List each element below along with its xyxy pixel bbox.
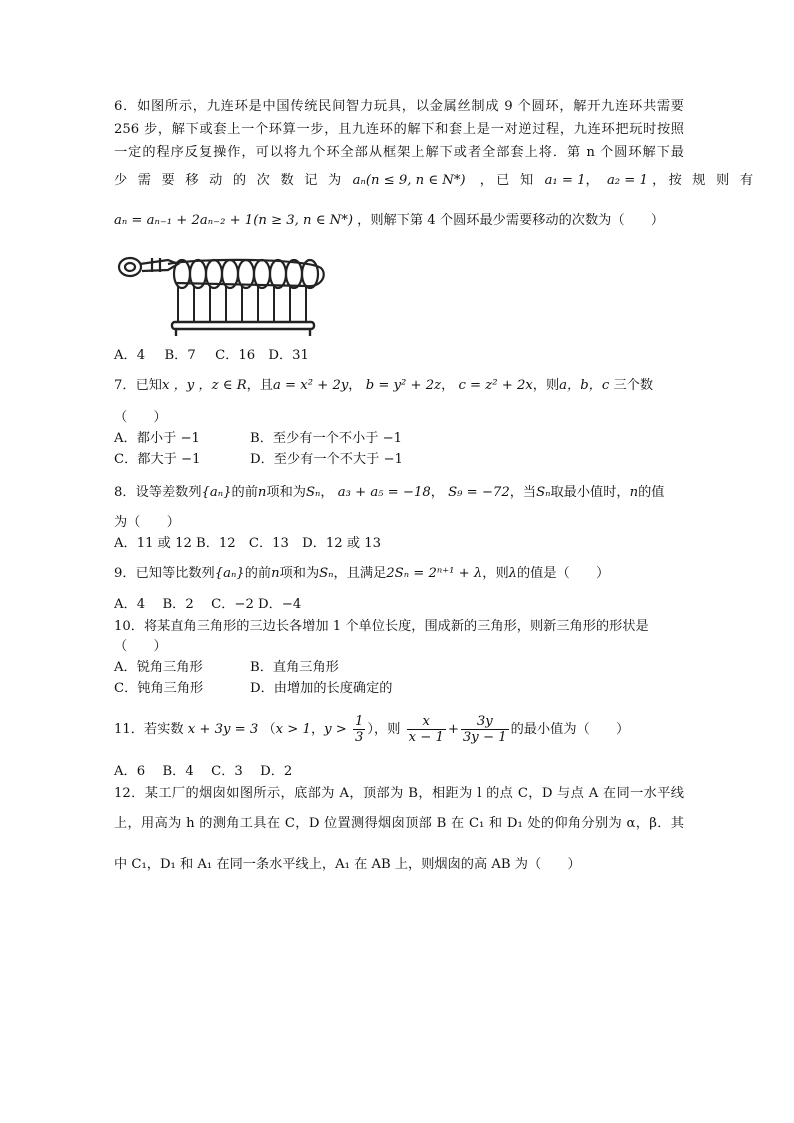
q8-eq2: S₉ = −72 bbox=[448, 485, 510, 500]
q7-line2: （ ） bbox=[114, 410, 167, 425]
q6-line5 bbox=[114, 212, 664, 230]
q11-frac-one-third bbox=[353, 714, 365, 745]
q6-line5-text: ，则解下第 4 个圆环最少需要移动的次数为（ ） bbox=[357, 213, 665, 228]
q11-frac-x bbox=[407, 714, 446, 745]
q9-seq: {aₙ} bbox=[214, 566, 245, 581]
q6-line3: 一定的程序反复操作，可以将九个环全部从框架上解下或者全部套上将．第 n 个圆环解下最 bbox=[114, 145, 684, 160]
q7-vars: x ，y ，z ∈ R bbox=[161, 378, 247, 393]
q11-frac3-num: 3y bbox=[461, 714, 509, 730]
q9-value: 的值是（ ） bbox=[517, 566, 610, 581]
q9-lambda: λ bbox=[508, 566, 517, 581]
q7-opt-d: D．至少有一个不大于 −1 bbox=[250, 452, 403, 467]
q8-prefix: 8．设等差数列 bbox=[114, 485, 202, 500]
q7-opt-b: B．至少有一个不小于 −1 bbox=[250, 431, 403, 446]
q11-options: A．6 B．4 C．3 D．2 bbox=[114, 764, 293, 779]
q10-line1: 10．将某直角三角形的三边长各增加 1 个单位长度，围成新的三角形，则新三角形的形状是 bbox=[114, 619, 649, 634]
q6-line4-tail: ，按 规 则 有 bbox=[652, 173, 757, 188]
q8-line2: 为（ ） bbox=[114, 515, 180, 530]
q9-line1 bbox=[114, 565, 609, 583]
q7-abc: a，b，c bbox=[559, 378, 610, 393]
q7-eq-c: c = z² + 2x bbox=[458, 378, 533, 393]
q11-condition: x + 3y = 3 bbox=[187, 722, 259, 737]
q9-prefix: 9．已知等比数列 bbox=[114, 566, 215, 581]
q8-seq: {aₙ} bbox=[201, 485, 232, 500]
q11-plus: + bbox=[447, 722, 459, 737]
q8-sum-of: 项和为 bbox=[266, 485, 306, 500]
q12-line1: 12．某工厂的烟囱如图所示，底部为 A，顶部为 B，相距为 l 的点 C，D 与点 A 在同一水平线 bbox=[114, 786, 684, 801]
q7-three-numbers: 三个数 bbox=[609, 378, 654, 393]
q7-eq-b: b = y² + 2z bbox=[365, 378, 442, 393]
q9-satisfy: ，且满足 bbox=[333, 566, 387, 581]
q8-value: 的值 bbox=[638, 485, 665, 500]
q11-paren-open: （ bbox=[262, 722, 276, 737]
q11-frac-3y bbox=[461, 714, 509, 745]
q6-line4: 少 需 要 移 动 的 次 数 记 为 aₙ(n ≤ 9, n ∈ N*) ，已 知 a₁ = 1， a₂ = 1 ，按 规 则 有 bbox=[114, 173, 757, 188]
q9-eq: 2Sₙ = 2ⁿ⁺¹ + λ bbox=[386, 566, 483, 581]
q8-min: 取最小值时， bbox=[550, 485, 630, 500]
q7-opt-c: C．都大于 −1 bbox=[114, 452, 201, 467]
q6-line2: 256 步，解下或套上一个环算一步，且九连环的解下和套上是一对逆过程，九连环把玩时按照 bbox=[114, 122, 684, 137]
q6-line4-a1: a₁ = 1 bbox=[544, 173, 586, 188]
q7-opt-a: A．都小于 −1 bbox=[114, 431, 200, 446]
q6-options: A．4 B．7 C．16 D．31 bbox=[114, 348, 309, 363]
q10-opt-c: C．钝角三角形 bbox=[114, 681, 204, 696]
q7-then: ，则 bbox=[532, 378, 560, 393]
q11-y-cond: y > bbox=[324, 722, 347, 737]
q8-n2: n bbox=[629, 485, 639, 500]
q11-line1 bbox=[114, 710, 629, 750]
q11-frac3-den: 3y − 1 bbox=[462, 730, 507, 745]
q11-paren-close: ），则 bbox=[367, 722, 401, 737]
q8-front: 的前 bbox=[231, 485, 258, 500]
q7-eq-a: a = x² + 2y bbox=[273, 378, 349, 393]
nine-ring-puzzle-figure bbox=[116, 250, 334, 342]
q12-line2: 上，用高为 h 的测角工具在 C，D 位置测得烟囱顶部 B 在 C₁ 和 D₁ 处的仰角分别为 α，β．其 bbox=[114, 816, 684, 831]
q11-frac2-den: x − 1 bbox=[408, 730, 444, 745]
q9-S: Sₙ bbox=[319, 566, 334, 581]
q8-line1: 8．设等差数列{aₙ}的前n项和为Sₙ， a₃ + a₅ = −18， S₉ = −72，当Sₙ取最小值时，n的值 bbox=[114, 485, 665, 500]
q11-prefix: 11．若实数 bbox=[114, 722, 184, 737]
q10-line2: （ ） bbox=[114, 639, 167, 654]
q12-line3: 中 C₁，D₁ 和 A₁ 在同一条水平线上，A₁ 在 AB 上，则烟囱的高 AB 为（ ） bbox=[114, 857, 581, 872]
q11-frac2-num: x bbox=[407, 714, 446, 730]
q6-line4-math: aₙ(n ≤ 9, n ∈ N*) bbox=[352, 173, 466, 188]
q6-line4-text: 少 需 要 移 动 的 次 数 记 为 bbox=[114, 173, 345, 188]
q8-when: ，当 bbox=[509, 485, 537, 500]
q10-opt-a: A．锐角三角形 bbox=[114, 660, 203, 675]
q11-frac1-num: 1 bbox=[355, 714, 364, 729]
q9-n: n bbox=[271, 566, 280, 581]
q9-then: ，则 bbox=[482, 566, 509, 581]
q6-line4-known: ，已 知 bbox=[479, 173, 537, 188]
q9-sum-of: 项和为 bbox=[279, 566, 320, 581]
q6-line4-a2: a₂ = 1 bbox=[606, 173, 648, 188]
q6-line5-math: aₙ = aₙ₋₁ + 2aₙ₋₂ + 1(n ≥ 3, n ∈ N*) bbox=[114, 213, 353, 228]
q11-frac1-den: 3 bbox=[355, 730, 364, 745]
q8-options: A．11 或 12 B．12 C．13 D．12 或 13 bbox=[114, 536, 382, 551]
q8-n: n bbox=[257, 485, 267, 500]
q11-comma: ， bbox=[310, 722, 325, 737]
q10-opt-b: B．直角三角形 bbox=[250, 660, 339, 675]
q9-options: A．4 B．2 C．−2 D．−4 bbox=[114, 597, 302, 612]
q9-front: 的前 bbox=[244, 566, 272, 581]
q11-suffix: 的最小值为（ ） bbox=[510, 722, 630, 737]
q7-and: ，且 bbox=[246, 378, 273, 393]
q8-S: Sₙ bbox=[305, 485, 321, 500]
q10-opt-d: D．由增加的长度确定的 bbox=[250, 681, 393, 696]
q8-eq1: a₃ + a₅ = −18 bbox=[337, 485, 431, 500]
q7-prefix: 7．已知 bbox=[114, 378, 162, 393]
q11-x-cond: x > 1 bbox=[275, 722, 311, 737]
q7-line1: 7．已知x ，y ，z ∈ R，且a = x² + 2y， b = y² + 2z， c = z² + 2x，则a，b，c 三个数 bbox=[114, 378, 654, 393]
q6-line1: 6．如图所示，九连环是中国传统民间智力玩具，以金属丝制成 9 个圆环，解开九连环共需要 bbox=[114, 99, 684, 114]
q8-S2: Sₙ bbox=[536, 485, 551, 500]
